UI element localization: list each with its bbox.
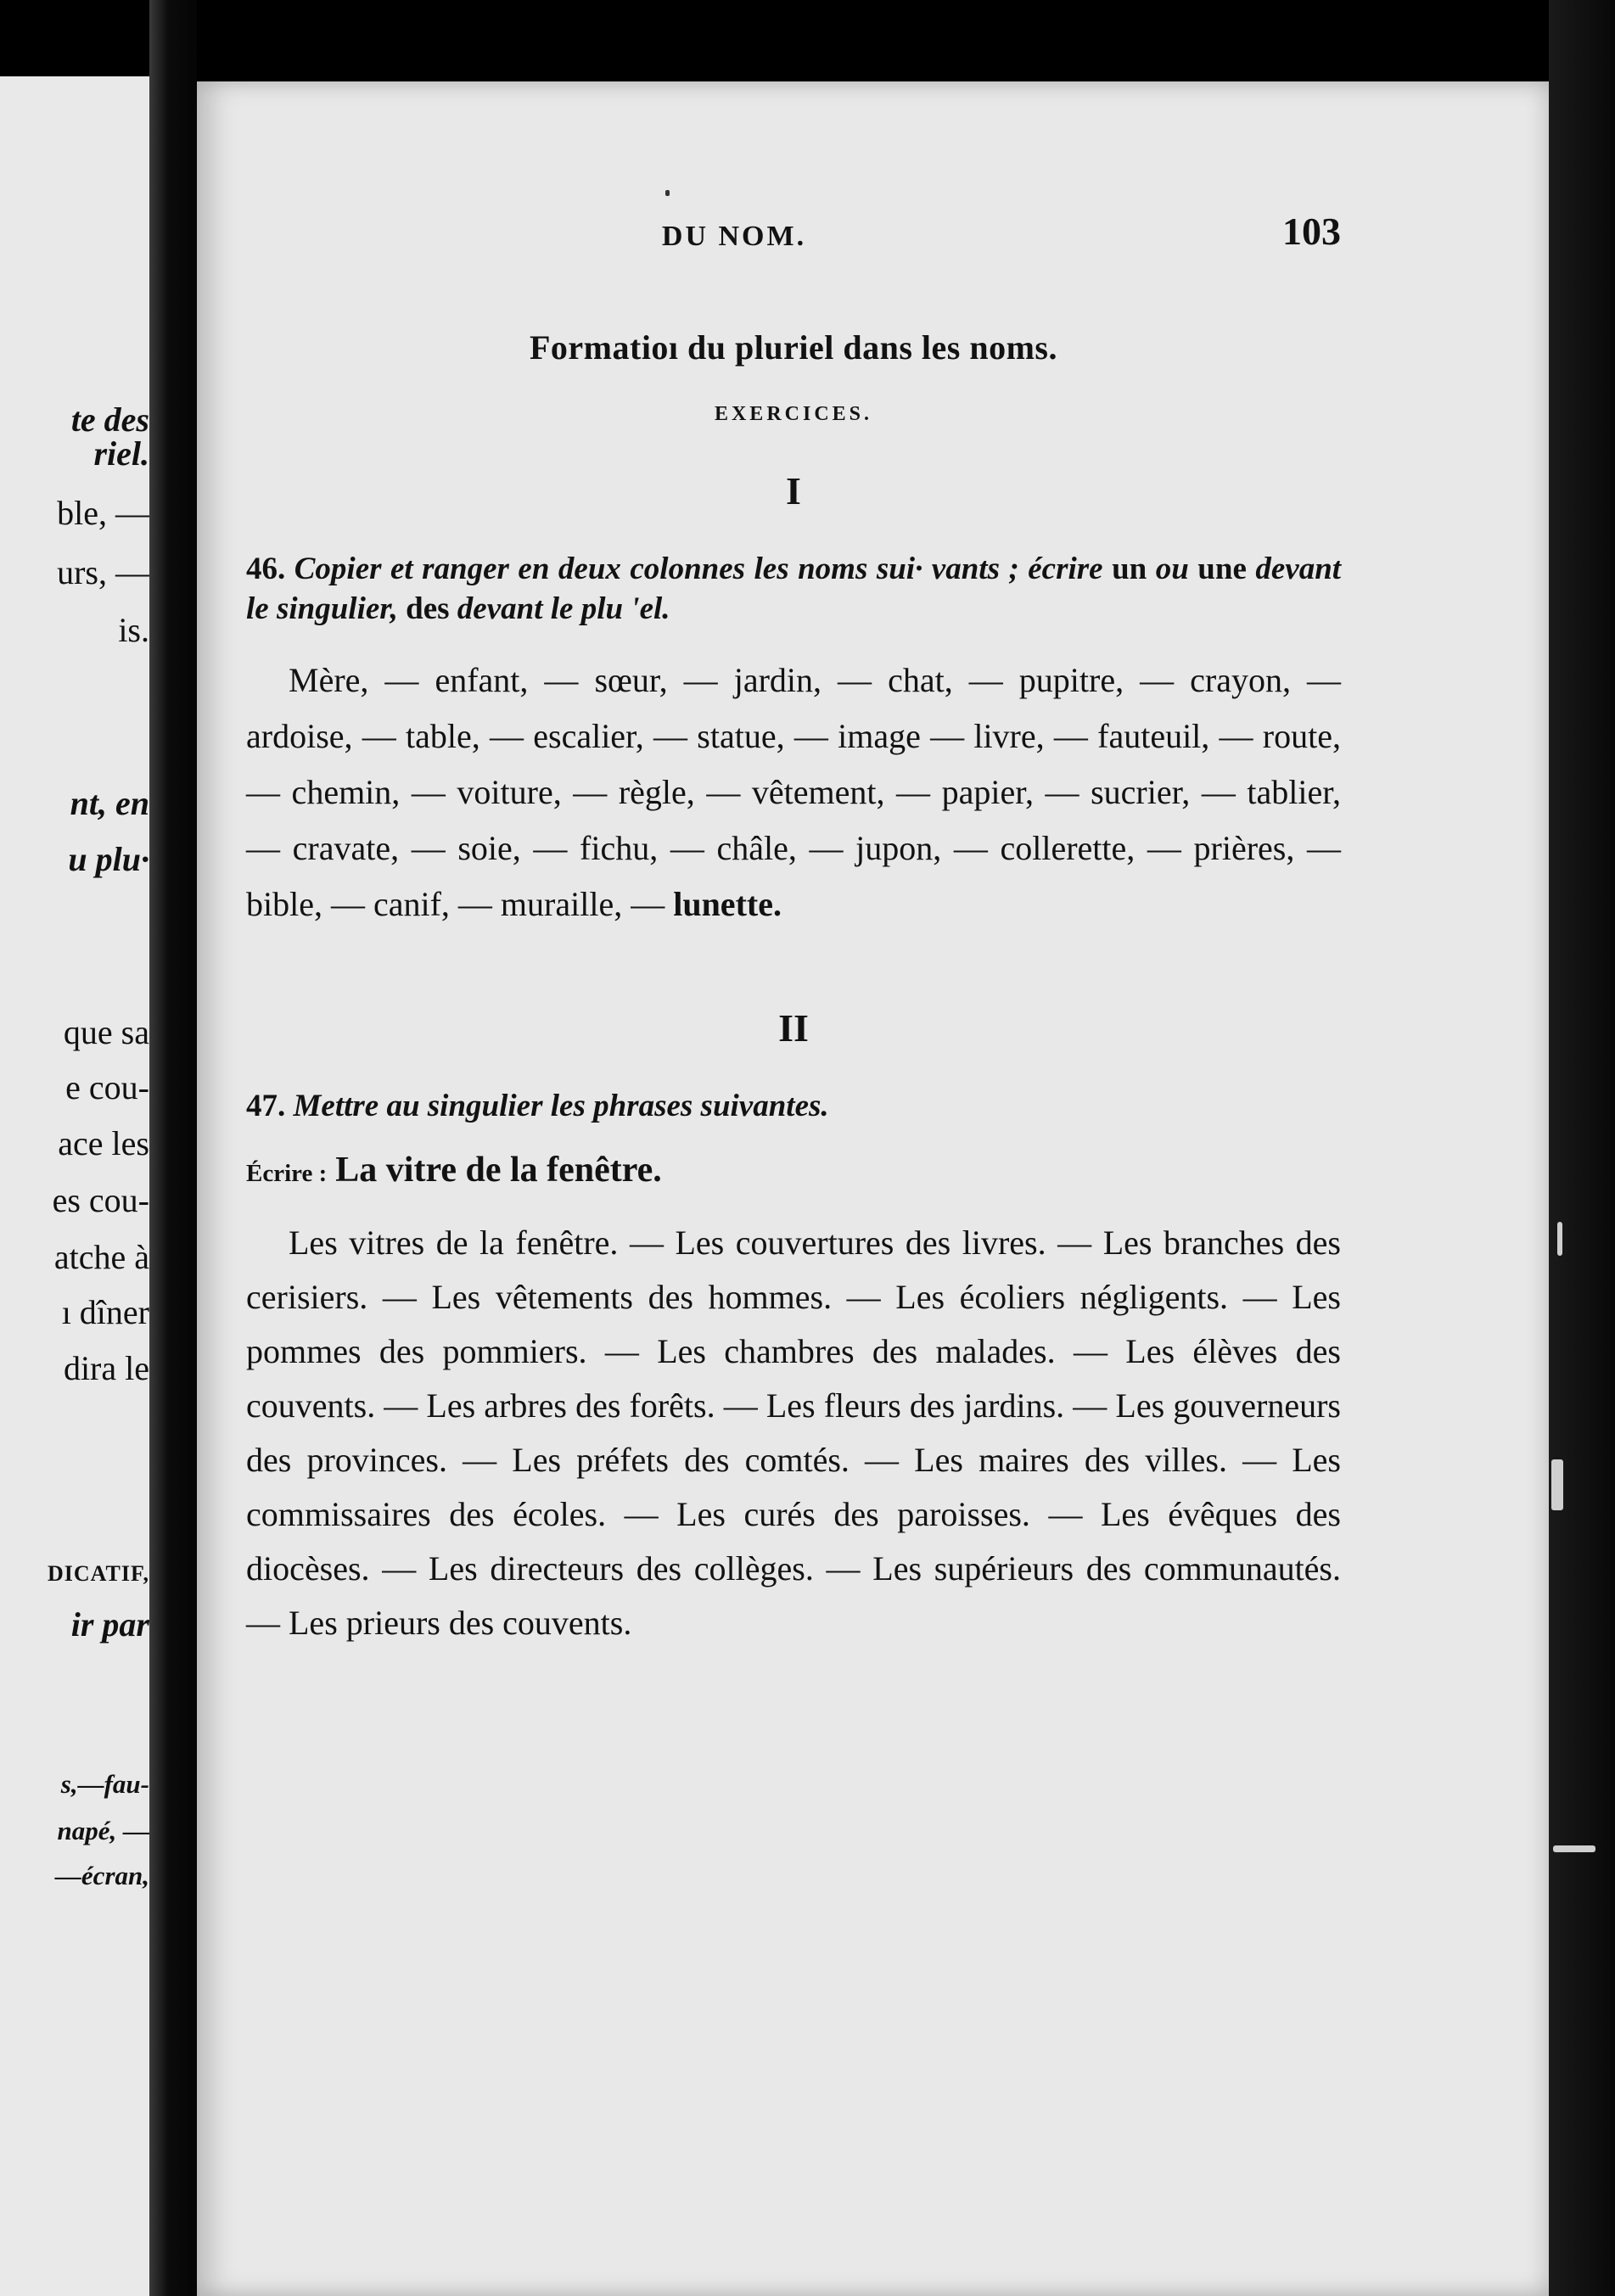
- ink-speck: [665, 190, 670, 196]
- left-line: e cou-: [65, 1068, 149, 1106]
- exercise-2-text: Les vitres de la fenêtre. — Les couvertures des livres. — Les branches des cerisiers. — Les vêtements des hommes. — Les écoliers négligents. — Les pommes des pommiers. — Les chambres des malades. — Les élèves des couvents. — Les arbres des forêts. — Les fleurs des jardins. — Les gouverneurs des provinces. — Les préfets des comtés. — Les maires des villes. — Les commissaires des écoles. — Les curés des paroisses. — Les évêques des diocèses. — Les directeurs des collèges. — Les supérieurs des communautés. — Les prieurs des couvents.: [246, 1224, 1341, 1642]
- instruction-word: une: [1197, 552, 1247, 586]
- example-label: Écrire :: [246, 1160, 328, 1187]
- instruction-text: devant le singulier,: [246, 552, 1342, 626]
- left-line: s,—fau-: [60, 1769, 149, 1799]
- instruction-word: ou: [1155, 552, 1189, 586]
- exercise-1-instruction: [246, 549, 1341, 629]
- left-line: es cou-: [52, 1181, 149, 1219]
- exercise-1-words: Mère, — enfant, — sœur, — jardin, — chat, — pupitre, — crayon, — ardoise, — table, — escalier, — statue, — image — livre, — fauteuil, — route, — chemin, — voiture, — règle, — vêtement, — papier, — sucrier, — tablier, — cravate, — soie, — fichu, — châle, — jupon, — collerette, — prières, — bible, — canif, — muraille, —: [246, 661, 1341, 923]
- exercise-1-last-word: lunette.: [673, 885, 782, 923]
- left-line: nt, en: [70, 784, 149, 822]
- left-line: que sa: [63, 1013, 149, 1051]
- exercise-2-roman: II: [778, 1006, 809, 1050]
- exercise-1-number: 46.: [246, 552, 286, 586]
- main-page: [197, 81, 1549, 2296]
- left-line: ace les: [58, 1124, 149, 1162]
- page-content: [246, 209, 1341, 1650]
- example-text: La vitre de la fenêtre.: [335, 1151, 662, 1190]
- left-page-fragment: [0, 76, 149, 2296]
- left-line: is.: [118, 611, 149, 649]
- left-line: te des: [70, 400, 149, 439]
- exercise-2-example: [246, 1150, 1341, 1190]
- running-title: DU NOM.: [661, 221, 807, 252]
- left-line: ble, —: [57, 494, 149, 532]
- instruction-word: un: [1112, 552, 1147, 586]
- exercises-label: EXERCICES.: [714, 403, 873, 425]
- left-line: u plu·: [68, 840, 149, 878]
- margin-mark: [1557, 1222, 1562, 1256]
- left-line: napé, —: [57, 1816, 149, 1845]
- left-line: urs, —: [57, 553, 149, 591]
- right-dark-margin: [1549, 0, 1615, 2296]
- instruction-text: Copier et ranger en deux colonnes les noms sui· vants ; écrire: [294, 552, 1103, 586]
- margin-mark: [1553, 1845, 1595, 1852]
- instruction-word: des: [406, 591, 450, 626]
- exercise-2-number: 47.: [246, 1089, 286, 1123]
- left-line: —écran,: [54, 1861, 149, 1890]
- left-line: atche à: [53, 1238, 149, 1276]
- exercise-1-text: [246, 652, 1341, 932]
- margin-mark: [1551, 1459, 1563, 1510]
- left-line: ı dîner: [61, 1293, 149, 1331]
- section-title: Formatioı du pluriel dans les noms.: [529, 328, 1057, 367]
- left-line: DICATIF,: [48, 1561, 149, 1586]
- left-line: dira le: [63, 1349, 149, 1387]
- instruction-text: devant le plu 'el.: [457, 591, 670, 626]
- page-number: 103: [1282, 210, 1341, 253]
- exercise-1-roman: I: [786, 469, 801, 512]
- book-gutter: [149, 0, 197, 2296]
- left-line: ir par: [70, 1605, 149, 1644]
- running-header: [246, 209, 1341, 260]
- left-line: riel.: [93, 434, 149, 473]
- exercise-2-instruction: [246, 1088, 1341, 1124]
- instruction-text: Mettre au singulier les phrases suivantes.: [293, 1089, 829, 1123]
